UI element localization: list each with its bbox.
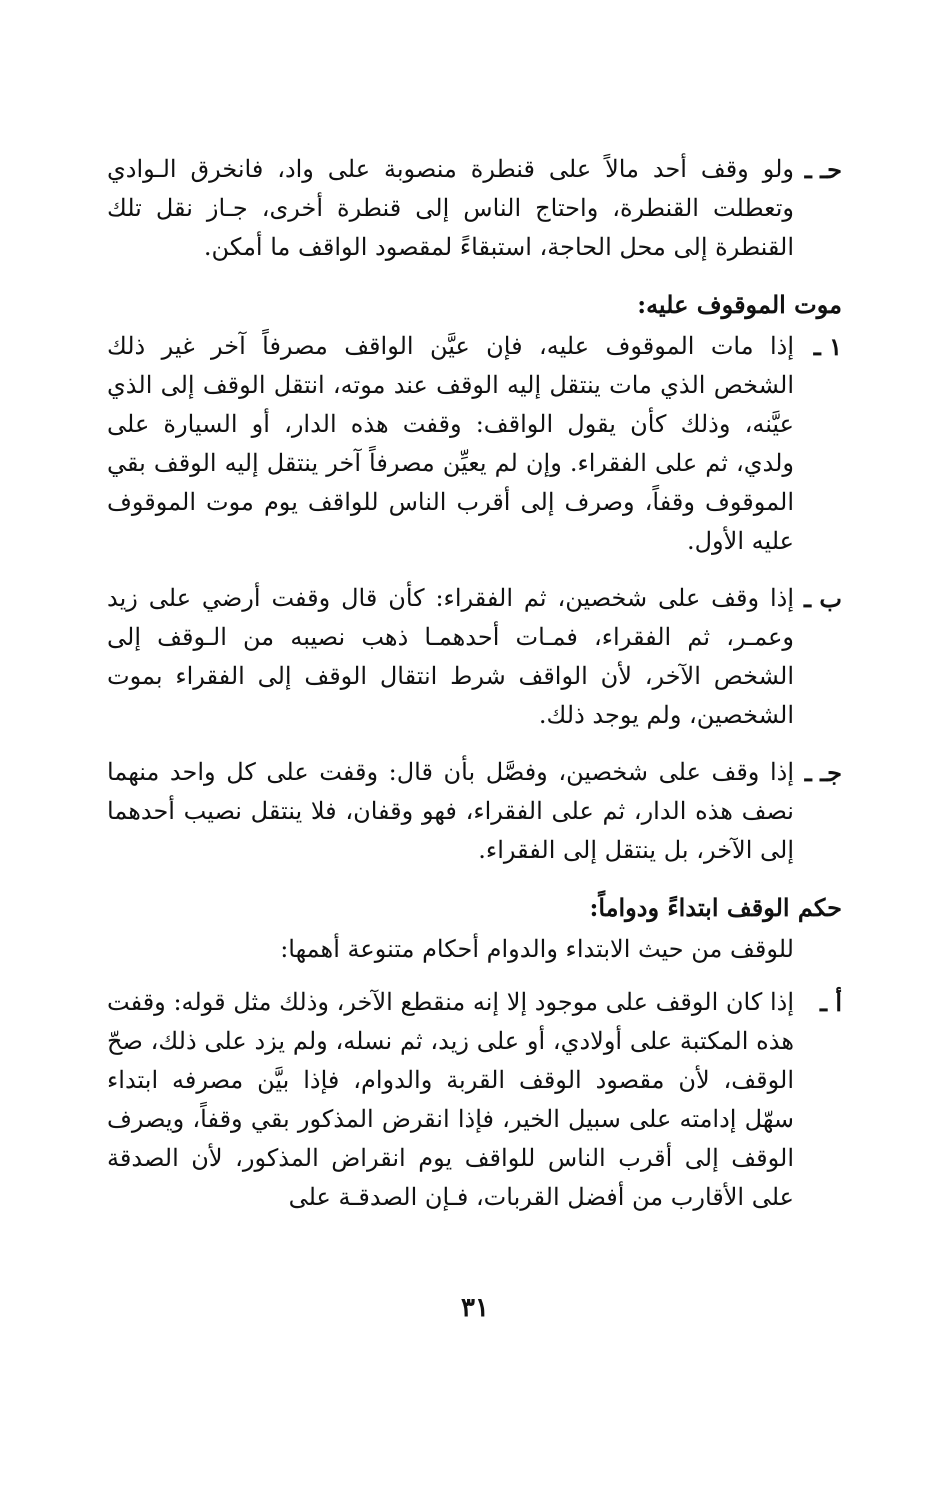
section-intro: للوقف من حيث الابتداء والدوام أحكام متنوعة أهمها: — [280, 935, 794, 963]
paragraph-text: إذا وقف على شخصين، ثم الفقراء: كأن قال وقفت أرضي على زيد وعمـر، ثم الفقراء، فمـات أحدهمـا ذهب نصيبه من الـوقف إلى الشخص الآخر، لأن الواقف شرط انتقال الوقف إلى الفقراء بموت الشخصين، ولم يوجد ذلك. — [107, 584, 794, 729]
paragraph-text: ولو وقف أحد مالاً على قنطرة منصوبة على واد، فانخرق الـوادي وتعطلت القنطرة، واحتاج الناس إلى قنطرة أخرى، جـاز نقل تلك القنطرة إلى محل الحاجة، استبقاءً لمقصود الواقف ما أمكن. — [107, 155, 794, 261]
list-item-h — [107, 150, 842, 267]
section-heading-death: موت الموقوف عليه: — [637, 290, 842, 319]
paragraph-text: إذا وقف على شخصين، وفصَّل بأن قال: وقفت على كل واحد منهما نصف هذه الدار، ثم على الفقراء، فهو وقفان، فلا ينتقل نصيب أحدهما إلى الآخر، بل ينتقل إلى الفقراء. — [107, 758, 794, 864]
list-marker: ١ ـ — [813, 332, 842, 361]
list-marker: أ ـ — [819, 988, 842, 1017]
page-body — [107, 150, 842, 1235]
list-marker: جـ ـ — [804, 758, 842, 787]
page-number: ٣١ — [461, 1293, 489, 1323]
list-marker: حـ ـ — [804, 155, 842, 184]
paragraph-text: إذا مات الموقوف عليه، فإن عيَّن الواقف مصرفاً آخر غير ذلك الشخص الذي مات ينتقل إليه الوقف عند موته، انتقل الوقف إلى الذي عيَّنه، وذلك كأن يقول الواقف: وقفت هذه الدار، أو السيارة على ولدي، ثم على الفقراء. وإن لم يعيِّن مصرفاً آخر ينتقل إليه الوقف بقي الموقوف وقفاً، وصرف إلى أقرب الناس للواقف يوم موت الموقوف عليه الأول. — [107, 332, 795, 555]
list-item-a — [107, 983, 842, 1217]
section-heading-ruling: حكم الوقف ابتداءً ودواماً: — [589, 893, 842, 922]
list-item-b — [107, 579, 842, 735]
list-marker: ب ـ — [804, 584, 842, 613]
list-item-j — [107, 753, 842, 870]
list-item-1 — [107, 327, 842, 561]
paragraph-text: إذا كان الوقف على موجود إلا إنه منقطع الآخر، وذلك مثل قوله: وقفت هذه المكتبة على أولادي، أو على زيد، ثم نسله، ولم يزد على ذلك، صحّ الوقف، لأن مقصود الوقف القربة والدوام، فإذا بيَّن مصرفه ابتداء سهّل إدامته على سبيل الخير، فإذا انقرض المذكور بقي وقفاً، ويصرف الوقف إلى أقرب الناس للواقف يوم انقراض المذكور، لأن الصدقة على الأقارب من أفضل القربات، فـإن الصدقـة على — [107, 988, 794, 1211]
